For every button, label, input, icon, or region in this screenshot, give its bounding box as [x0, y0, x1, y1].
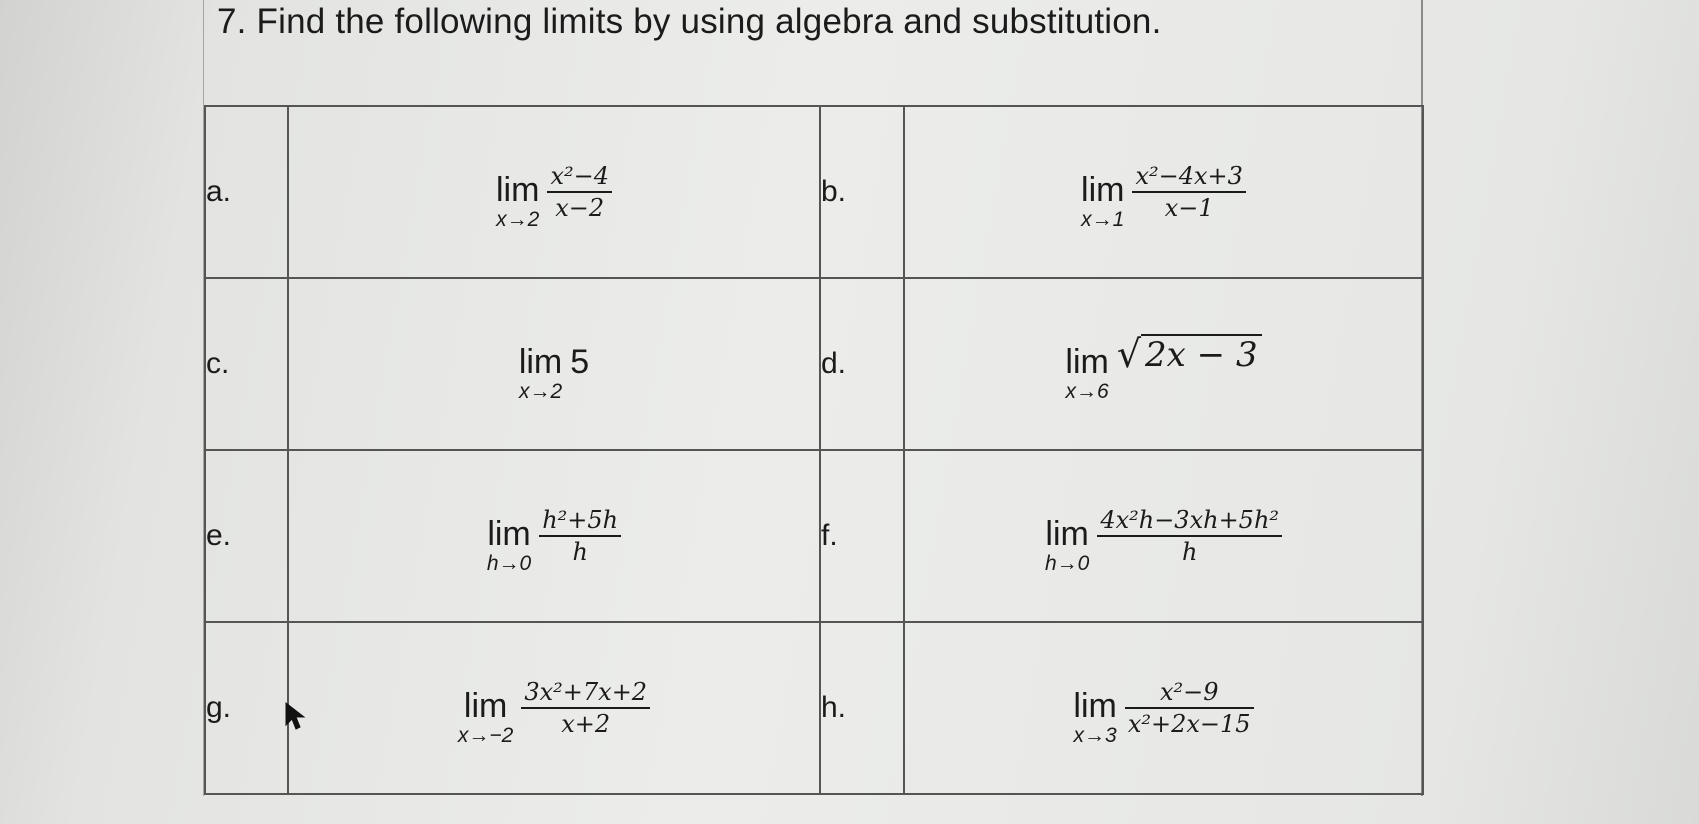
problem-label: d. [820, 278, 904, 450]
lim-word: lim [1073, 687, 1117, 725]
fraction [1125, 677, 1254, 739]
limit-expression [1073, 668, 1253, 748]
numerator: x²−4x+3 [1135, 162, 1243, 190]
limit-operator [1081, 152, 1124, 232]
fraction [521, 677, 650, 739]
problem-expression [288, 106, 820, 278]
fraction [1097, 505, 1282, 567]
problem-label: b. [820, 106, 904, 278]
limit-operator [496, 152, 539, 232]
limit-subscript: h→0 [486, 552, 532, 575]
limit-subscript: x→1 [1081, 208, 1125, 231]
problem-label: e. [205, 450, 288, 622]
problem-expression [288, 450, 820, 622]
fraction [547, 161, 612, 223]
lim-word: lim [1081, 171, 1125, 209]
fraction [1132, 161, 1245, 223]
lim-word: lim [518, 343, 563, 381]
limit-subscript: x→2 [518, 380, 563, 403]
limit-expression [487, 496, 621, 576]
problem-expression [904, 278, 1423, 450]
constant-body: 5 [570, 343, 590, 381]
limit-expression [1045, 496, 1282, 576]
table-row [205, 278, 1423, 450]
problem-label: c. [205, 278, 288, 450]
limit-operator [1045, 496, 1089, 576]
denominator: h [572, 538, 588, 566]
worksheet [203, 0, 1423, 796]
question-title: 7. Find the following limits by using algebra and substitution. [217, 2, 1162, 41]
limit-expression [519, 324, 589, 404]
lim-word: lim [1045, 515, 1089, 553]
denominator: x−1 [1164, 194, 1214, 222]
fraction [539, 505, 621, 567]
table-row [205, 622, 1423, 794]
arrow-cursor-icon [284, 701, 308, 731]
numerator: h²+5h [542, 506, 619, 534]
square-root [1117, 334, 1262, 374]
problem-expression [904, 106, 1423, 278]
problem-label: a. [205, 106, 288, 278]
problem-expression [288, 622, 820, 794]
problem-label: g. [205, 622, 288, 794]
limit-operator [1065, 324, 1108, 404]
numerator: x²−9 [1159, 678, 1219, 706]
problem-label: h. [820, 622, 904, 794]
radical-sign: √ [1116, 332, 1142, 376]
limit-subscript: x→6 [1065, 380, 1109, 403]
problem-expression [288, 278, 820, 450]
limit-expression [458, 668, 650, 748]
lim-word: lim [496, 171, 540, 209]
numerator: 4x²h−3xh+5h² [1100, 506, 1280, 534]
problem-label: f. [820, 450, 904, 622]
problem-expression [904, 450, 1423, 622]
limit-expression [496, 152, 612, 232]
denominator: h [1181, 538, 1198, 566]
table-row [205, 450, 1423, 622]
lim-word: lim [463, 687, 508, 725]
limit-operator [487, 496, 531, 576]
numerator: x²−4 [550, 162, 609, 190]
denominator: x²+2x−15 [1127, 710, 1251, 738]
limit-expression [1065, 324, 1261, 404]
limit-operator [1073, 668, 1116, 748]
lim-word: lim [1065, 343, 1109, 381]
denominator: x+2 [561, 710, 611, 738]
lim-word: lim [487, 515, 531, 553]
radicand: 2x − 3 [1141, 334, 1262, 374]
numerator: 3x²+7x+2 [524, 678, 648, 706]
denominator: x−2 [555, 194, 605, 222]
limit-subscript: h→0 [1044, 552, 1090, 575]
limits-table [204, 105, 1424, 795]
limit-subscript: x→−2 [457, 724, 514, 747]
limit-operator [519, 324, 562, 404]
limit-subscript: x→2 [496, 208, 540, 231]
problem-expression [904, 622, 1423, 794]
limit-expression [1081, 152, 1246, 232]
table-row [205, 106, 1423, 278]
limit-operator [458, 668, 513, 748]
limit-subscript: x→3 [1073, 724, 1117, 747]
